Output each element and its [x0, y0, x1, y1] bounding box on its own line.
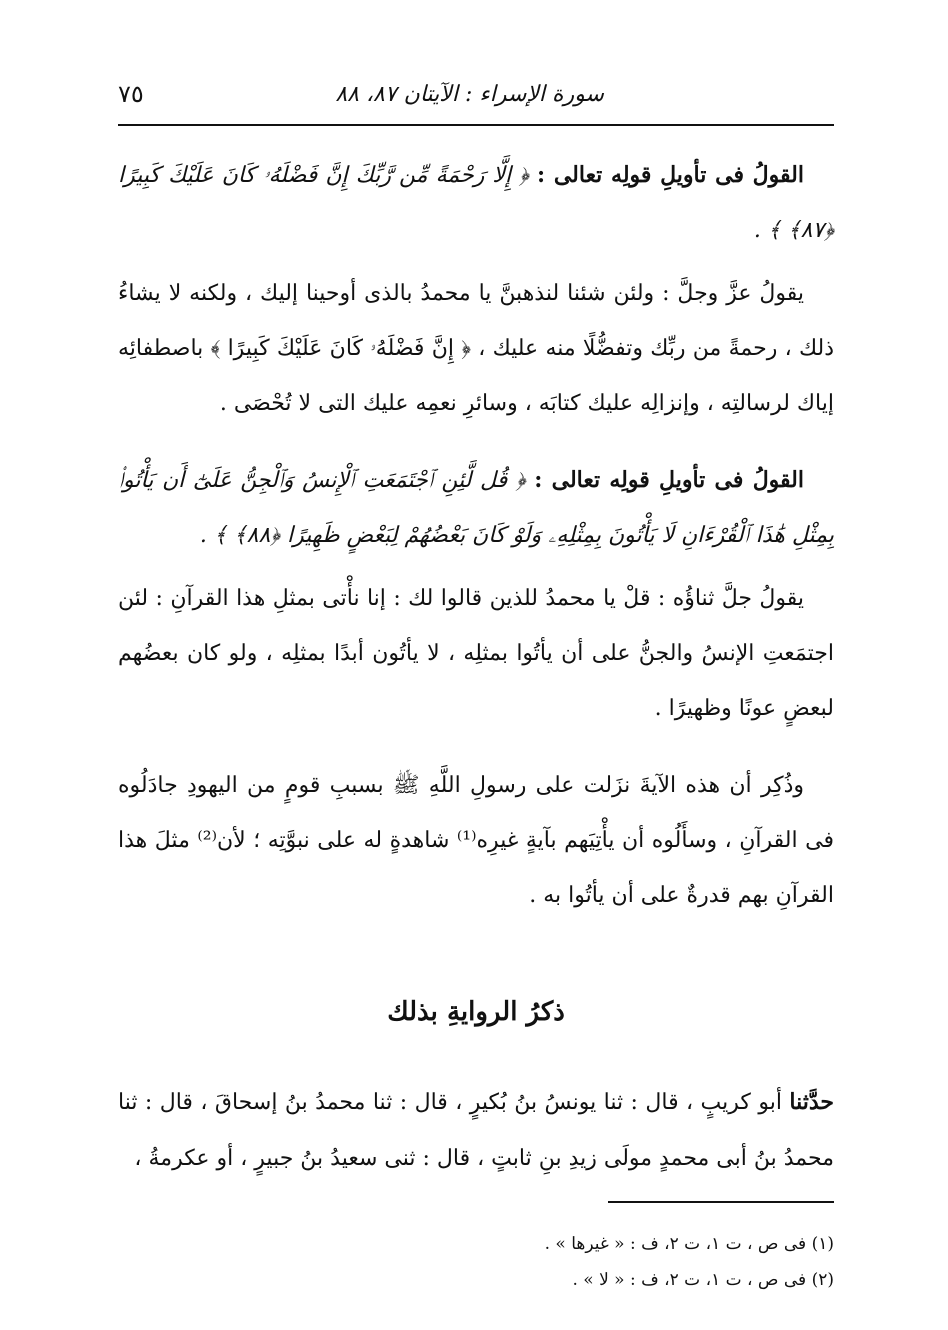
running-title: سورة الإسراء : الآيتان ٨٧، ٨٨ — [335, 82, 604, 107]
paragraph-verse-88 — [118, 453, 834, 563]
isnad-paragraph — [118, 1074, 834, 1187]
paragraph-text: يقولُ جلَّ ثناؤُه : قلْ يا محمدُ للذين قالوا لك : إنا نأْتى بمثلِ هذا القرآنِ : لئن اجتمَعتِ الإنسُ والجنُّ على أن يأتُوا بمثلِه ، لا يأتُون أبدًا بمثلِه ، ولو كان بعضُهم لبعضٍ عونًا وظهيرًا . — [118, 586, 834, 721]
footnote-2: (٢) فى ص ، ت ١، ت ٢، ف : « لا » . — [572, 1270, 834, 1290]
page-header — [118, 78, 834, 118]
paragraph-lead: القولُ فى تأويلِ قولِه تعالى : — [534, 467, 804, 493]
paragraph-text: وذُكِر أن هذه الآيةَ نزَلت على رسولِ اللَّهِ ﷺ بسببِ قومٍ من اليهودِ جادَلُوه فى القرآنِ ، وسأَلُوه أن يأْتِيَهم بآيةٍ غيرِه⁽¹⁾ شاهدةٍ له على نبوَّتِه ؛ لأن⁽²⁾ مثلَ هذا القرآنِ بهم قدرةٌ على أن يأتُوا به . — [118, 773, 834, 908]
paragraph-text: يقولُ عزَّ وجلَّ : ولئن شئنا لنذهبنَّ يا محمدُ بالذى أوحينا إليك ، ولكنه لا يشاءُ ذلك ، رحمةً من ربِّك وتفضُّلًا منه عليك ، ﴿ إِنَّ فَضْلَهُۥ كَانَ عَلَيْكَ كَبِيرًا ﴾ باصطفائِه إياك لرسالتِه ، وإنزالِه عليك كتابَه ، وسائرِ نعمِه عليك التى لا تُحْصَى . — [118, 281, 834, 416]
paragraph-lead: القولُ فى تأويلِ قولِه تعالى : — [536, 162, 804, 188]
footnote-1: (١) فى ص ، ت ١، ت ٢، ف : « غيرها » . — [544, 1234, 834, 1254]
paragraph-commentary-87 — [118, 266, 834, 431]
footnotes — [118, 1226, 834, 1298]
page-number: ٧٥ — [118, 80, 144, 108]
paragraph-text: ﴿ قُل لَّئِنِ ٱجْتَمَعَتِ ٱلْإِنسُ وَٱلْجِنُّ عَلَىٰٓ أَن يَأْتُوا۟ بِمِثْلِ هَٰذَا ٱلْقُرْءَانِ لَا يَأْتُونَ بِمِثْلِهِۦ وَلَوْ كَانَ بَعْضُهُمْ لِبَعْضٍ ظَهِيرًا ﴿٨٨﴾ ﴾ . — [118, 468, 834, 548]
body-text — [118, 148, 834, 945]
paragraph-commentary-88 — [118, 571, 834, 736]
paragraph-occasion — [118, 758, 834, 923]
footnote-rule — [608, 1201, 834, 1203]
section-heading: ذكرُ الروايةِ بذلك — [387, 997, 565, 1027]
paragraph-text: ﴿ إِلَّا رَحْمَةً مِّن رَّبِّكَ إِنَّ فَضْلَهُۥ كَانَ عَلَيْكَ كَبِيرًا ﴿٨٧﴾ ﴾ . — [118, 163, 834, 243]
isnad-lead: حدَّثنا — [789, 1089, 834, 1115]
paragraph-verse-87 — [118, 148, 834, 258]
isnad-text: أبو كريبٍ ، قال : ثنا يونسُ بنُ بُكيرٍ ، قال : ثنا محمدُ بنُ إسحاقَ ، قال : ثنا محمدُ بنُ أبى محمدٍ مولَى زيدِ بنِ ثابتٍ ، قال : ثنى سعيدُ بنُ جبيرٍ ، أو عكرمةُ ، — [118, 1090, 834, 1171]
header-rule — [118, 124, 834, 126]
